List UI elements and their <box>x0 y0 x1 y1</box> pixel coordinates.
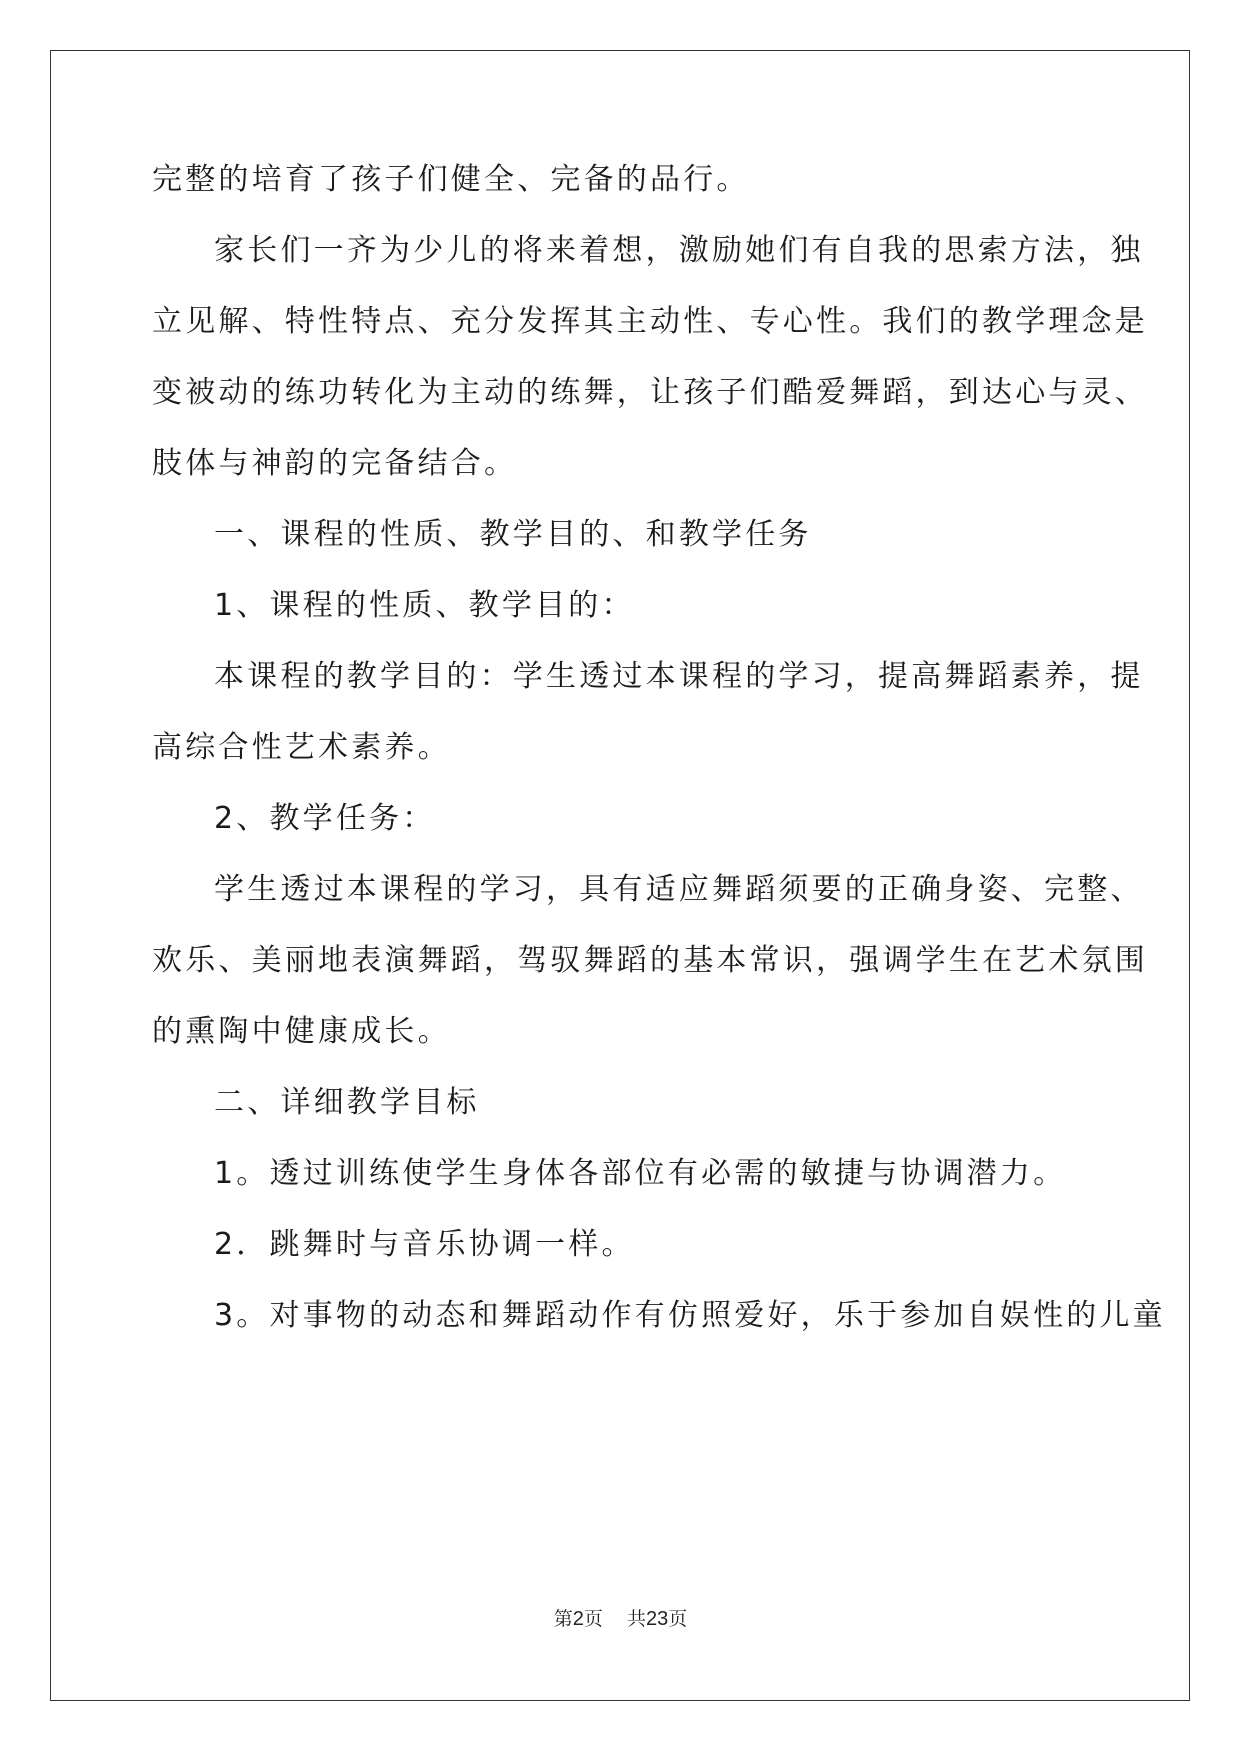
section-heading: 一、课程的性质、教学目的、和教学任务 <box>214 517 812 552</box>
footer-total-suffix: 页 <box>668 1608 688 1630</box>
paragraph-line: 欢乐、美丽地表演舞蹈，驾驭舞蹈的基本常识，强调学生在艺术氛围 <box>152 943 1148 978</box>
paragraph-line: 肢体与神韵的完备结合。 <box>152 446 518 481</box>
paragraph-line: 学生透过本课程的学习，具有适应舞蹈须要的正确身姿、完整、 <box>214 872 1144 907</box>
list-item: 1。透过训练使学生身体各部位有必需的敏捷与协调潜力。 <box>214 1156 1067 1191</box>
paragraph-line: 完整的培育了孩子们健全、完备的品行。 <box>152 162 750 197</box>
section-heading: 二、详细教学目标 <box>214 1085 480 1120</box>
paragraph-line: 的熏陶中健康成长。 <box>152 1014 451 1049</box>
list-item: 2．跳舞时与音乐协调一样。 <box>214 1227 635 1262</box>
paragraph-line: 高综合性艺术素养。 <box>152 730 451 765</box>
paragraph-line: 家长们一齐为少儿的将来着想，激励她们有自我的思索方法，独 <box>214 233 1144 268</box>
paragraph-line: 变被动的练功转化为主动的练舞，让孩子们酷爱舞蹈，到达心与灵、 <box>152 375 1148 410</box>
list-item: 3。对事物的动态和舞蹈动作有仿照爱好，乐于参加自娱性的儿童 <box>214 1298 1166 1333</box>
footer-total-pages: 23 <box>646 1608 669 1630</box>
page-footer <box>0 1604 1241 1631</box>
footer-page-suffix: 页 <box>583 1608 603 1630</box>
paragraph-line: 本课程的教学目的：学生透过本课程的学习，提高舞蹈素养，提 <box>214 659 1144 694</box>
subsection-heading: 2、教学任务： <box>214 801 436 836</box>
subsection-heading: 1、课程的性质、教学目的： <box>214 588 635 623</box>
footer-page-prefix: 第 <box>553 1608 573 1630</box>
footer-total-prefix: 共 <box>627 1608 647 1630</box>
paragraph-line: 立见解、特性特点、充分发挥其主动性、专心性。我们的教学理念是 <box>152 304 1148 339</box>
footer-page-number: 2 <box>572 1608 584 1630</box>
